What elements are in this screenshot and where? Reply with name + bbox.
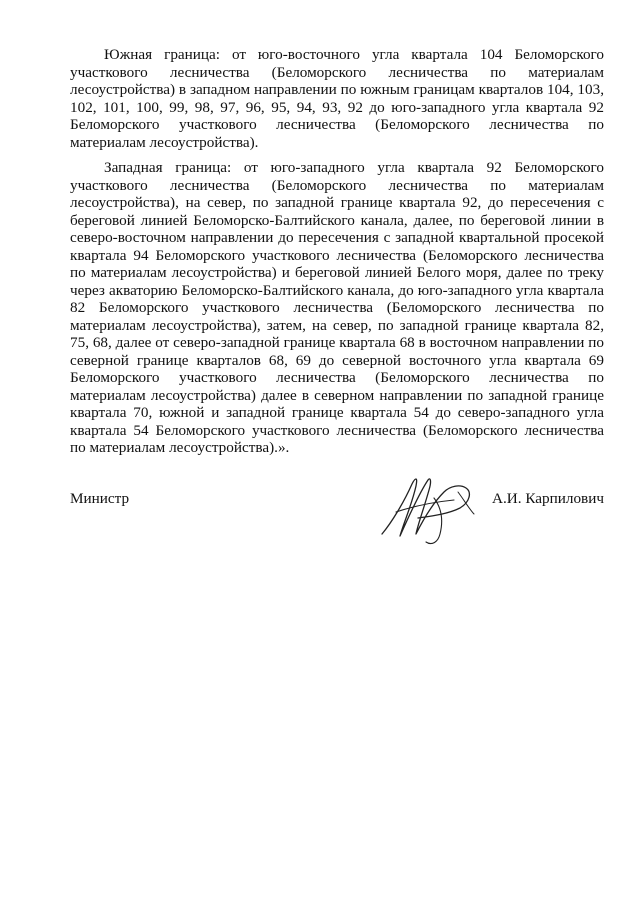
signatory-name: А.И. Карпилович: [492, 490, 604, 507]
document-body: [70, 46, 604, 465]
western-boundary-paragraph: Западная граница: от юго-западного угла квартала 92 Беломорского участкового лесничества (Беломорского лесничества по материалам лесоустройства), на север, по западной границе квартала 92, до пересечения с береговой линией Беломорско-Балтийского канала, далее, по береговой линии в северо-восточном направлении до пересечения с западной квартальной просекой квартала 94 Беломорского участкового лесничества (Беломорского лесничества по материалам лесоустройства) и береговой линией Белого моря, далее по треку через акваторию Беломорско-Балтийского канала, до юго-западного угла квартала 82 Беломорского участкового лесничества (Беломорского лесничества по материалам лесоустройства), затем, на север, по западной границе квартала 82, 75, 68, далее от северо-западной границе квартала 68 в восточном направлении по северной границе кварталов 68, 69 до северной восточного угла квартала 69 Беломорского участкового лесничества (Беломорского лесничества по материалам лесоустройства) далее в северном направлении по западной границе квартала 70, южной и западной границе квартала 54 до северо-западного угла квартала 54 Беломорского участкового лесничества (Беломорского лесничества по материалам лесоустройства).».: [70, 159, 604, 456]
handwritten-signature: [374, 462, 484, 552]
signature-block: [70, 462, 604, 552]
southern-boundary-paragraph: Южная граница: от юго-восточного угла квартала 104 Беломорского участкового лесничества (Беломорского лесничества по материалам лесоустройства) в западном направлении по южным границам кварталов 104, 103, 102, 101, 100, 99, 98, 97, 96, 95, 94, 93, 92 до юго-западного угла квартала 92 Беломорского участкового лесничества (Беломорского лесничества по материалам лесоустройства).: [70, 46, 604, 151]
signatory-title: Министр: [70, 490, 130, 507]
